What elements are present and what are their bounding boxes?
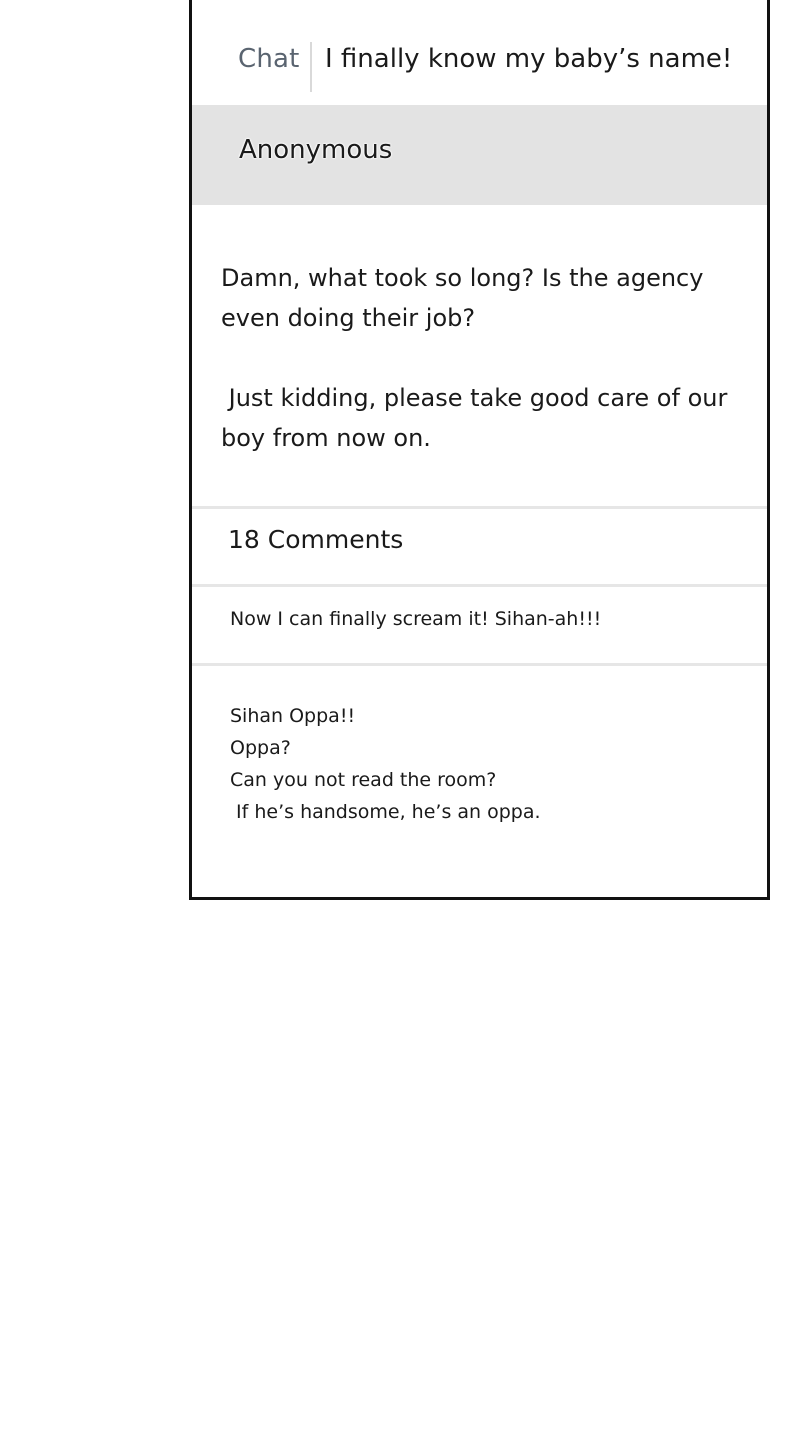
post-header <box>192 0 767 105</box>
divider <box>192 584 767 587</box>
comment-item[interactable] <box>230 608 601 630</box>
comment-text: Now I can finally scream it! Sihan-ah!!! <box>230 608 602 630</box>
category-label[interactable]: Chat <box>238 44 300 74</box>
post-title: I finally know my baby’s name! <box>325 44 733 74</box>
post-body <box>221 258 751 458</box>
comment-line: Oppa? <box>230 737 291 759</box>
comment-count[interactable]: 18 Comments <box>228 525 404 554</box>
author-bar <box>192 105 767 205</box>
comment-line: Sihan Oppa!! <box>230 705 356 727</box>
divider <box>192 663 767 666</box>
post-body-paragraph: Damn, what took so long? Is the agency even doing their job? <box>221 264 712 332</box>
comment-line: If he’s handsome, he’s an oppa. <box>230 801 541 823</box>
comment-item[interactable] <box>230 700 541 828</box>
divider <box>192 506 767 509</box>
phone-screen <box>189 0 770 900</box>
post-body-paragraph: Just kidding, please take good care of our boy from now on. <box>221 384 735 452</box>
comment-line: Can you not read the room? <box>230 769 497 791</box>
author-name: Anonymous <box>239 135 393 165</box>
header-divider <box>310 42 312 92</box>
